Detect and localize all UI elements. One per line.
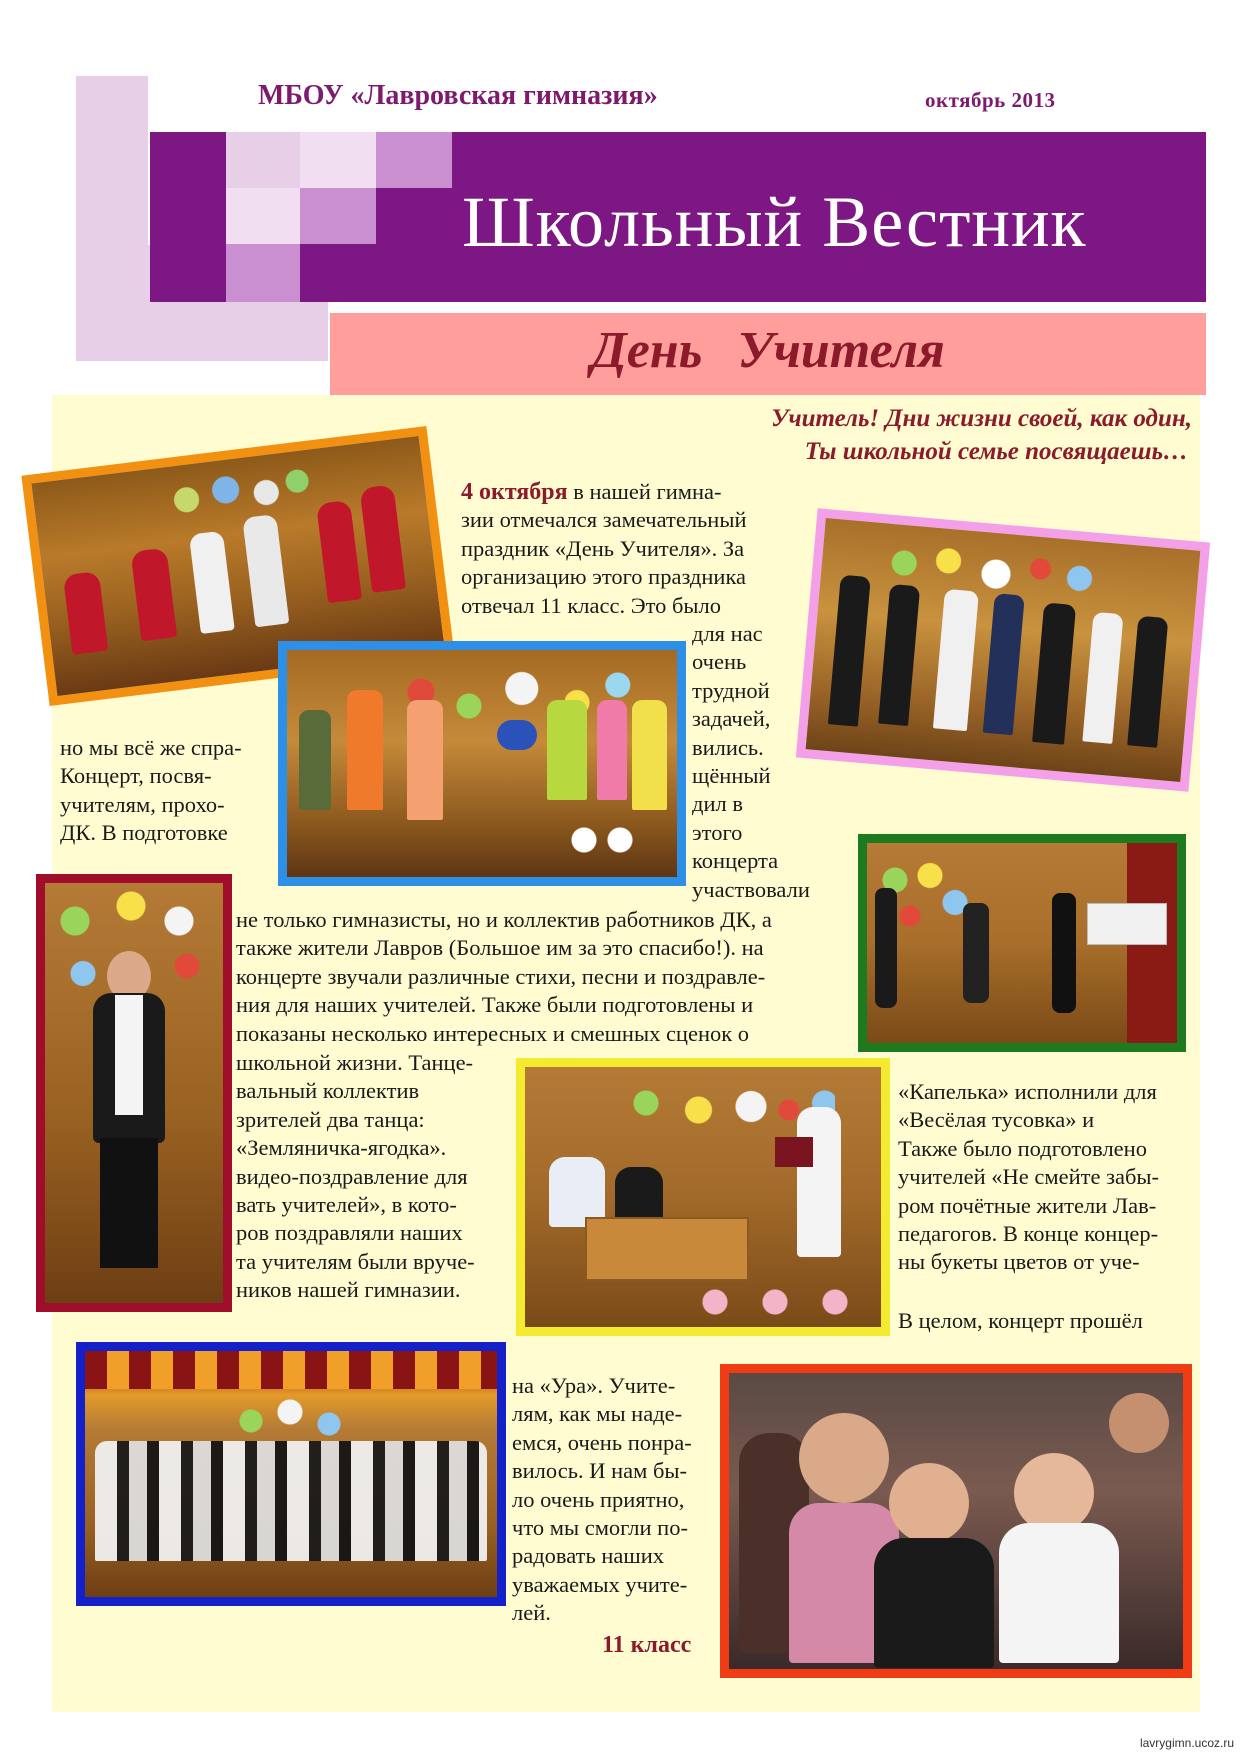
article-line: для нас bbox=[692, 621, 763, 646]
article-line: емся, очень понра- bbox=[512, 1429, 692, 1455]
photo-audience bbox=[720, 1364, 1192, 1678]
article-line: лей. bbox=[512, 1600, 551, 1626]
article-line: видео-поздравление для bbox=[236, 1163, 468, 1189]
article-line: показаны несколько интересных и смешных сценок о bbox=[236, 1020, 750, 1046]
epigraph-line-2: Ты школьной семье посвящаешь… bbox=[804, 438, 1188, 465]
article-line: концерте звучали различные стихи, песни и поздравле- bbox=[236, 963, 766, 989]
article-line: ДК. В подготовке bbox=[60, 820, 228, 846]
article-line: ников нашей гимназии. bbox=[236, 1277, 461, 1303]
decor-square bbox=[300, 188, 376, 244]
article-line: педагогов. В конце концер- bbox=[898, 1221, 1159, 1247]
article-line: радовать наших bbox=[512, 1543, 665, 1569]
photo-group-stage bbox=[76, 1342, 506, 1606]
intro-date: 4 октября bbox=[461, 479, 568, 505]
article-line: уважаемых учите- bbox=[512, 1571, 688, 1597]
article-line: задачей, bbox=[692, 706, 771, 732]
article-line: что мы смогли по- bbox=[512, 1515, 688, 1541]
decor-square bbox=[300, 244, 330, 302]
article-line: вать учителей», в кото- bbox=[236, 1192, 457, 1218]
article-line: ло очень приятно, bbox=[512, 1486, 685, 1512]
epigraph-line-1: Учитель! Дни жизни своей, как один, bbox=[771, 405, 1192, 432]
article-column-right bbox=[898, 1078, 1159, 1277]
article-line: зии отмечался замечательный bbox=[461, 507, 747, 533]
school-name: МБОУ «Лавровская гимназия» bbox=[258, 80, 658, 111]
article-line: очень bbox=[692, 649, 747, 675]
article-line: отвечал 11 класс. Это было bbox=[461, 592, 722, 618]
article-line: ны букеты цветов от уче- bbox=[898, 1249, 1140, 1275]
article-line: концерта bbox=[692, 848, 779, 874]
article-line: организацию этого праздника bbox=[461, 564, 747, 590]
article-line: праздник «День Учителя». За bbox=[461, 535, 745, 561]
decor-square bbox=[226, 188, 300, 244]
article-line: учителей «Не смейте забы- bbox=[898, 1164, 1160, 1190]
issue-date: октябрь 2013 bbox=[925, 88, 1056, 112]
article-line: Концерт, посвя- bbox=[60, 763, 212, 789]
article-line: вилось. И нам бы- bbox=[512, 1458, 688, 1484]
masthead-title: Школьный Вестник bbox=[462, 182, 1087, 262]
footer-url[interactable]: lavrygimn.ucoz.ru bbox=[1139, 1736, 1234, 1750]
article-line: на «Ура». Учите- bbox=[512, 1373, 676, 1398]
article-line: вились. bbox=[692, 734, 764, 760]
article-column-middle bbox=[236, 1049, 475, 1305]
article-line: но мы всё же спра- bbox=[60, 735, 242, 760]
article-line: щённый bbox=[692, 763, 771, 789]
intro-first-line: 4 октября в нашей гимна- bbox=[461, 479, 722, 505]
article-conclusion: В целом, концерт прошёл bbox=[898, 1308, 1143, 1333]
photo-scene-portraits bbox=[858, 834, 1186, 1052]
article-column-narrow bbox=[692, 620, 810, 904]
article-line: Также было подготовлено bbox=[898, 1135, 1147, 1161]
photo-boys-suits bbox=[796, 508, 1210, 791]
article-line: ров поздравляли наших bbox=[236, 1220, 463, 1246]
article-line: ром почётные жители Лав- bbox=[898, 1192, 1157, 1218]
decor-square bbox=[300, 132, 376, 188]
decor-square bbox=[76, 76, 148, 361]
decor-square bbox=[376, 132, 452, 188]
article-line: не только гимназисты, но и коллектив работников ДК, а bbox=[236, 907, 772, 932]
decor-square bbox=[226, 132, 300, 188]
article-line: дил в bbox=[692, 791, 743, 817]
article-line: та учителям были вруче- bbox=[236, 1248, 475, 1274]
article-line: лям, как мы наде- bbox=[512, 1401, 683, 1427]
photo-dance-kids bbox=[278, 641, 686, 886]
section-title: День Учителя bbox=[591, 322, 945, 379]
article-column-left bbox=[60, 734, 242, 848]
article-intro bbox=[461, 478, 747, 620]
article-line: ния для наших учителей. Также были подготовлены и bbox=[236, 992, 754, 1018]
article-line: вальный коллектив bbox=[236, 1078, 420, 1104]
photo-singer bbox=[36, 874, 232, 1312]
article-line: трудной bbox=[692, 677, 770, 703]
article-signature: 11 класс bbox=[602, 1632, 692, 1658]
article-line: «Капелька» исполнили для bbox=[898, 1079, 1157, 1104]
photo-desk-scene bbox=[516, 1058, 890, 1336]
article-line: зрителей два танца: bbox=[236, 1106, 425, 1132]
decor-square bbox=[226, 244, 300, 302]
article-line: этого bbox=[692, 819, 743, 845]
article-line: «Весёлая тусовка» и bbox=[898, 1107, 1095, 1133]
article-line: «Земляничка-ягодка». bbox=[236, 1135, 447, 1161]
article-closing bbox=[512, 1372, 692, 1628]
article-line: школьной жизни. Танце- bbox=[236, 1050, 474, 1075]
article-line: также жители Лавров (Большое им за это спасибо!). на bbox=[236, 935, 764, 961]
article-line: учителям, прохо- bbox=[60, 791, 225, 817]
article-line: участвовали bbox=[692, 876, 810, 902]
article-wide-paragraph bbox=[236, 906, 772, 1048]
